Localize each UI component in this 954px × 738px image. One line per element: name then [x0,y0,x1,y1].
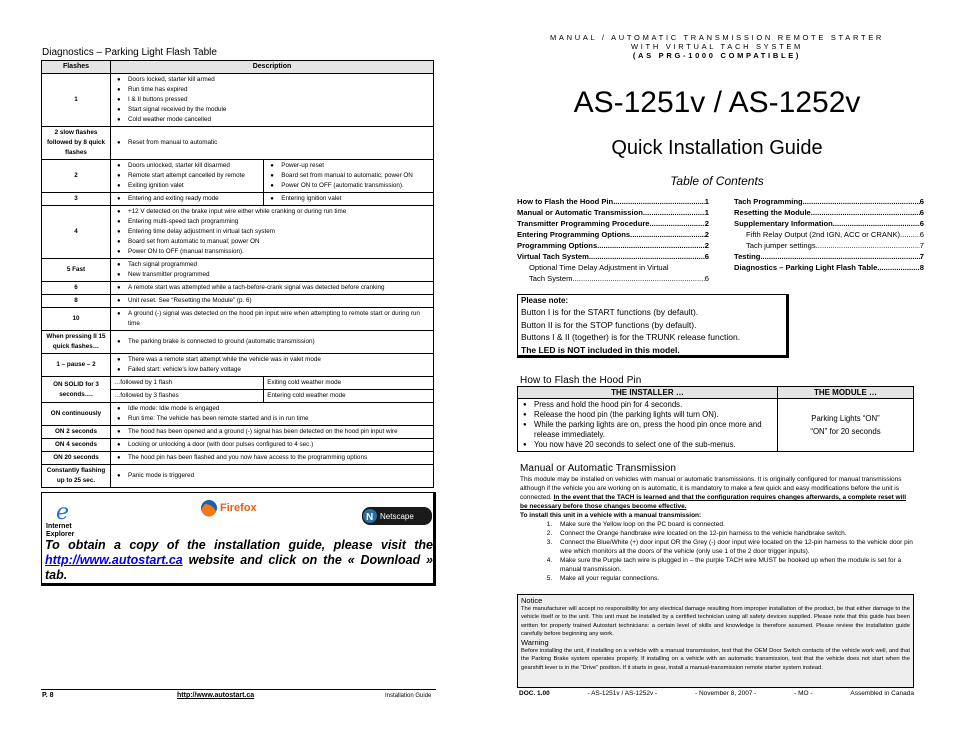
flash-cell: 4 [42,206,111,259]
toc-entry-title: Testing [734,252,761,261]
desc-cell [111,160,264,193]
note-title: Please note: [521,296,569,305]
desc-cell [111,426,434,439]
desc-cell [111,206,434,259]
toc-entry[interactable] [734,229,924,240]
warning-text: Before installing the unit, if installing on a vehicle with a manual transmission, test that the OEM Door Switch contacts of the vehicle work well, and that the Parking Brake system operates properly. If installing on a vehicle with an automatic transmission, test that the vehicle does not start when the gearshift lever is in the “Drive” position. If it starts in gear, install a manual-transmission remote starter system instead. [521,648,910,671]
obtain-pre: To obtain a copy of the installation guide, please visit the [45,538,433,552]
desc-cell [264,193,434,206]
firefox-label: Firefox [220,502,257,514]
toc-entry-page: 7 [919,241,924,250]
desc-list [114,207,430,257]
firefox-icon [200,499,218,517]
toc-leader [811,207,920,218]
netscape-logo[interactable] [362,507,432,525]
mat-subtitle: To install this unit in a vehicle with a manual transmission: [520,512,702,519]
table-row [42,74,434,127]
flash-cell: ON 4 seconds [42,439,111,452]
hood-step: ● Press and hold the hood pin for 4 seconds. [520,400,775,410]
list-item: ● Entering time delay adjustment in virtual tach system [114,227,430,237]
list-item: ● I & II buttons pressed [114,95,430,105]
table-row [42,354,434,377]
svg-text:N: N [366,512,374,523]
flash-cell: 2 [42,160,111,193]
table-row [42,439,434,452]
hood-col-installer: THE INSTALLER … [518,387,778,399]
toc-leader [630,229,705,240]
toc-entry-page: 8 [919,263,924,272]
desc-cell [111,295,434,308]
mat-step: 1. Make sure the Yellow loop on the PC board is connected. [554,520,915,529]
flash-cell: When pressing II 15 quick flashes… [42,331,111,354]
mat-step: 4. Make sure the Purple tach wire is plugged in – the purple TACH wire MUST be hooked up when the module is set for a manual transmission. [554,556,915,574]
list-item: ● Unit reset. See “Resetting the Module” (p. 6) [114,296,430,306]
desc-list [114,440,430,450]
list-item: ● Power ON to OFF (automatic transmission). [267,181,430,191]
flash-cell: ON continuously [42,403,111,426]
hood-step: ● While the parking lights are on, press the hood pin once more and release immediately. [520,420,775,440]
desc-cell [111,308,434,331]
table-row [42,259,434,282]
desc-list [114,471,430,481]
toc-title: Table of Contents [670,174,764,188]
list-item: ● Power ON to OFF (manual transmission). [114,247,430,257]
desc-cell [111,259,434,282]
flash-cell: ON 20 seconds [42,452,111,465]
hood-steps [520,400,775,450]
footer-model: - AS-1251v / AS-1252v - [587,690,658,697]
header-line3: (AS PRG-1000 COMPATIBLE) [632,51,802,60]
desc-list [114,453,430,463]
table-row [42,160,434,193]
firefox-logo[interactable] [200,499,257,517]
desc-cell [111,127,434,160]
table-row [42,206,434,259]
table-row [42,295,434,308]
desc-cell [264,160,434,193]
toc-entry-title: Tach Programming [734,197,803,206]
hood-title: How to Flash the Hood Pin [520,375,642,386]
desc-cell [111,282,434,295]
model-title: AS-1251v / AS-1252v [573,86,861,119]
flash-cell: 2 slow flashes followed by 8 quick flashes [42,127,111,160]
flash-cell: 3 [42,193,111,206]
toc-entry-title: Resetting the Module [734,208,811,217]
notice-text: The manufacturer will accept no responsibility for any electrical damage resulting from improper installation of the product, be that either damage to the vehicle itself or to the unit. This unit must be installed by a certified technician using all safety devices supplied. Please note that this guide has been written for properly trained Autostart technicians: a certain level of skills and knowledge is therefore assumed. Please review the installation guide carefully before beginning any work. [521,606,910,637]
toc-entry[interactable] [734,196,924,207]
hood-table [517,386,914,452]
toc-entry[interactable] [517,207,709,218]
desc-cell: …followed by 1 flash [111,377,264,390]
toc-leader [613,196,705,207]
left-footer-rule [41,689,436,690]
mat-body [520,475,915,583]
desc-list [114,75,430,125]
notice-box [517,594,914,688]
warning-title: Warning [521,638,549,648]
list-item: ● The hood has been opened and a ground (-) signal has been detected on the hood pin input wire [114,427,430,437]
list-item: ● The hood pin has been flashed and you now have access to the programming options [114,453,430,463]
desc-cell [111,193,264,206]
list-item: ● Panic mode is triggered [114,471,430,481]
desc-list [114,404,430,424]
toc-entry-page: 6 [704,274,709,283]
mat-step: 2. Connect the Orange handbrake wire located on the 12-pin harness to the vehicle handbrake switch. [554,529,915,538]
footer-date: - November 8, 2007 - [694,690,757,697]
hood-step: ● Release the hood pin (the parking lights will turn ON). [520,410,775,420]
desc-list [114,337,430,347]
hood-module-2: “ON” for 20 seconds [810,427,881,436]
netscape-label: Netscape [380,511,414,521]
left-footer-url[interactable]: http://www.autostart.ca [177,692,255,699]
toc-entry-page: 2 [704,219,709,228]
list-item: ● Board set from manual to automatic; power ON [267,171,430,181]
list-item: ● Locking or unlocking a door (with door pulses configured to 4 sec.) [114,440,430,450]
toc-entry[interactable] [734,207,924,218]
desc-list [114,427,430,437]
desc-cell: Entering cold weather mode [264,390,434,403]
toc-entry-title: Supplementary Information [734,219,833,228]
toc-entry[interactable] [517,251,709,262]
mat-step: 3. Connect the Blue/White (+) door input OR the Grey (-) door input wire located on the 12-pin harness to the vehicle door pin wire which monitors all the doors of the vehicle (only use 1 of the 2 door trigger inputs). [554,538,915,556]
header-line2: WITH VIRTUAL TACH SYSTEM [630,42,804,51]
toc-entry[interactable] [517,262,709,273]
flash-cell: 5 Fast [42,259,111,282]
flash-cell: 1 – pause – 2 [42,354,111,377]
list-item: ● Tach signal programmed [114,260,430,270]
desc-cell [111,452,434,465]
desc-list [114,309,430,329]
toc-leader [833,218,920,229]
toc-entry-title: Fifth Relay Output (2nd IGN, ACC or CRANK) [746,230,901,239]
list-item: ● Reset from manual to automatic [114,138,430,148]
desc-list [114,355,430,375]
hood-module-1: Parking Lights “ON” [811,414,880,423]
mat-steps [520,520,915,583]
list-item: ● Doors locked, starter kill armed [114,75,430,85]
toc-leader [803,196,920,207]
toc-entry-title: Programming Options [517,241,598,250]
toc-entry-page: 7 [919,252,924,261]
toc-entry-page: 6 [919,230,924,239]
toc-leader [900,229,920,240]
toc-leader [760,251,919,262]
mat-paragraph: This module may be installed on vehicles with manual or automatic transmissions. It is originally configured for manual transmissions although if the vehicle you are working on is automatic, it is mandatory to make a few quick and easy modifications before the unit is connected. [520,476,902,501]
list-item: ● Remote start attempt cancelled by remote [114,171,260,181]
obtain-link[interactable]: http://www.autostart.ca [45,553,183,567]
notice-title: Notice [521,596,543,605]
table-row [42,465,434,488]
toc-entry-title: How to Flash the Hood Pin [517,197,614,206]
list-item: ● New transmitter programmed [114,270,430,280]
footer-origin: Assembled in Canada [850,690,914,697]
hood-col-module: THE MODULE … [778,387,914,399]
list-item: ● Start signal received by the module [114,105,430,115]
toc-entry[interactable] [517,273,709,284]
flash-cell: 6 [42,282,111,295]
desc-cell: Exiting cold weather mode [264,377,434,390]
table-row [42,193,434,206]
flash-cell: 10 [42,308,111,331]
list-item: ● The parking brake is connected to ground (automatic transmission) [114,337,430,347]
list-item: ● +12 V detected on the brake input wire either while cranking or during run time [114,207,430,217]
toc-entry[interactable] [734,262,924,273]
col-description: Description [111,61,434,74]
desc-cell [111,465,434,488]
footer-doc: DOC. 1.00 [519,690,550,697]
table-row [42,308,434,331]
list-item: ● Exiting ignition valet [114,181,260,191]
list-item: ● Run time: The vehicle has been remote started and is in run time [114,414,430,424]
hood-step: ● You now have 20 seconds to select one of the sub-menus. [520,440,775,450]
obtain-post: website and click on the « Download » tab. [45,553,433,582]
list-item: ● A remote start was attempted while a tach-before-crank signal was detected before cranking [114,283,430,293]
table-row [42,377,434,390]
note-line2: Button II is for the STOP functions (by default). [521,319,697,330]
desc-list [267,194,430,204]
mat-title: Manual or Automatic Transmission [520,463,677,474]
flash-cell: Constantly flashing up to 25 sec. [42,465,111,488]
desc-list [114,283,430,293]
netscape-icon [362,508,378,524]
note-line4: The LED is NOT included in this model. [521,344,680,355]
toc-leader [572,273,704,284]
guide-title: Quick Installation Guide [611,137,823,159]
desc-cell: …followed by 3 flashes [111,390,264,403]
desc-cell [111,439,434,452]
mat-step: 5. Make all your regular connections. [554,574,915,583]
desc-list [114,161,260,191]
toc-leader [643,207,705,218]
toc-entry-title: Diagnostics – Parking Light Flash Table [734,263,878,272]
toc-entry[interactable] [517,196,709,207]
toc-entry-title: Tach jumper settings [746,241,816,250]
col-flashes: Flashes [42,61,111,74]
desc-cell [111,331,434,354]
left-footer-page: P. 8 [42,692,54,699]
desc-list [114,138,430,148]
table-row [42,452,434,465]
list-item: ● Board set from automatic to manual; power ON [114,237,430,247]
toc-entry-page: 6 [919,197,924,206]
flash-cell: ON 2 seconds [42,426,111,439]
list-item: ● Doors unlocked, starter kill disarmed [114,161,260,171]
toc-leader [650,218,705,229]
toc-entry-title: Transmitter Programming Procedure [517,219,650,228]
header-line1: MANUAL / AUTOMATIC TRANSMISSION REMOTE STARTER [549,33,885,42]
toc-entry[interactable] [734,240,924,251]
diagnostics-table [41,60,434,488]
ie-label: Internet Explorer [46,523,75,538]
note-line1: Button I is for the START functions (by default). [521,307,699,317]
flash-cell: ON SOLID for 3 seconds…. [42,377,111,403]
toc-entry-title: Tach System [529,274,573,283]
toc-entry[interactable] [517,229,709,240]
toc-right [734,196,924,273]
list-item: ● A ground (-) signal was detected on the hood pin input wire when attempting to remote start or during run time [114,309,430,329]
obtain-text [45,538,433,583]
toc-entry-title: Entering Programming Options [517,230,631,239]
toc-entry[interactable] [517,218,709,229]
table-row [42,127,434,160]
diag-title: Diagnostics – Parking Light Flash Table [42,47,217,58]
ie-logo[interactable] [46,499,86,538]
note-line3: Buttons I & II (together) is for the TRUNK release function. [521,332,741,342]
toc-entry-page: 1 [704,197,709,206]
toc-entry[interactable] [734,218,924,229]
list-item: ● Entering and exiting ready mode [114,194,260,204]
list-item: ● Power-up reset [267,161,430,171]
desc-list [114,260,430,280]
desc-list [267,161,430,191]
toc-leader [877,262,919,273]
flash-cell: 1 [42,74,111,127]
toc-entry-title: Manual or Automatic Transmission [517,208,643,217]
right-footer [519,690,914,697]
list-item: ● Cold weather mode cancelled [114,115,430,125]
list-item: ● There was a remote start attempt while the vehicle was in valet mode [114,355,430,365]
toc-entry[interactable] [517,240,709,251]
desc-list [114,296,430,306]
table-row [42,403,434,426]
desc-cell [111,403,434,426]
toc-leader [816,240,920,251]
flash-cell: 8 [42,295,111,308]
list-item: ● Run time has expired [114,85,430,95]
list-item: ● Failed start: vehicle’s low battery voltage [114,365,430,375]
desc-cell [111,354,434,377]
toc-entry-page: 1 [704,208,709,217]
list-item: ● Entering multi-speed tach programming [114,217,430,227]
toc-entry-page: 2 [704,230,709,239]
list-item: ● Entering ignition valet [267,194,430,204]
list-item: ● Idle mode: Idle mode is engaged [114,404,430,414]
note-box [517,294,789,358]
toc-entry-page: 6 [919,208,924,217]
table-row [42,331,434,354]
left-footer-right: Installation Guide [385,693,432,699]
desc-cell [111,74,434,127]
table-row [42,426,434,439]
mat-paragraph-bold: In the event that the TACH is learned and that the configuration requires changes afterwards, a complete reset will be necessary before those changes become effective. [520,494,907,510]
toc-entry-page: 2 [704,241,709,250]
toc-entry-title: Optional Time Delay Adjustment in Virtual [529,263,669,272]
toc-entry[interactable] [734,251,924,262]
download-box [41,492,436,586]
toc-leader [589,251,705,262]
ie-icon [46,499,86,521]
toc-left [517,196,709,284]
toc-leader [597,240,705,251]
desc-list [114,194,260,204]
toc-entry-title: Virtual Tach System [517,252,589,261]
toc-entry-page: 6 [919,219,924,228]
table-row [42,282,434,295]
svg-text:e: e [56,500,70,521]
toc-entry-page: 6 [704,252,709,261]
footer-author: - MO - [794,690,813,697]
